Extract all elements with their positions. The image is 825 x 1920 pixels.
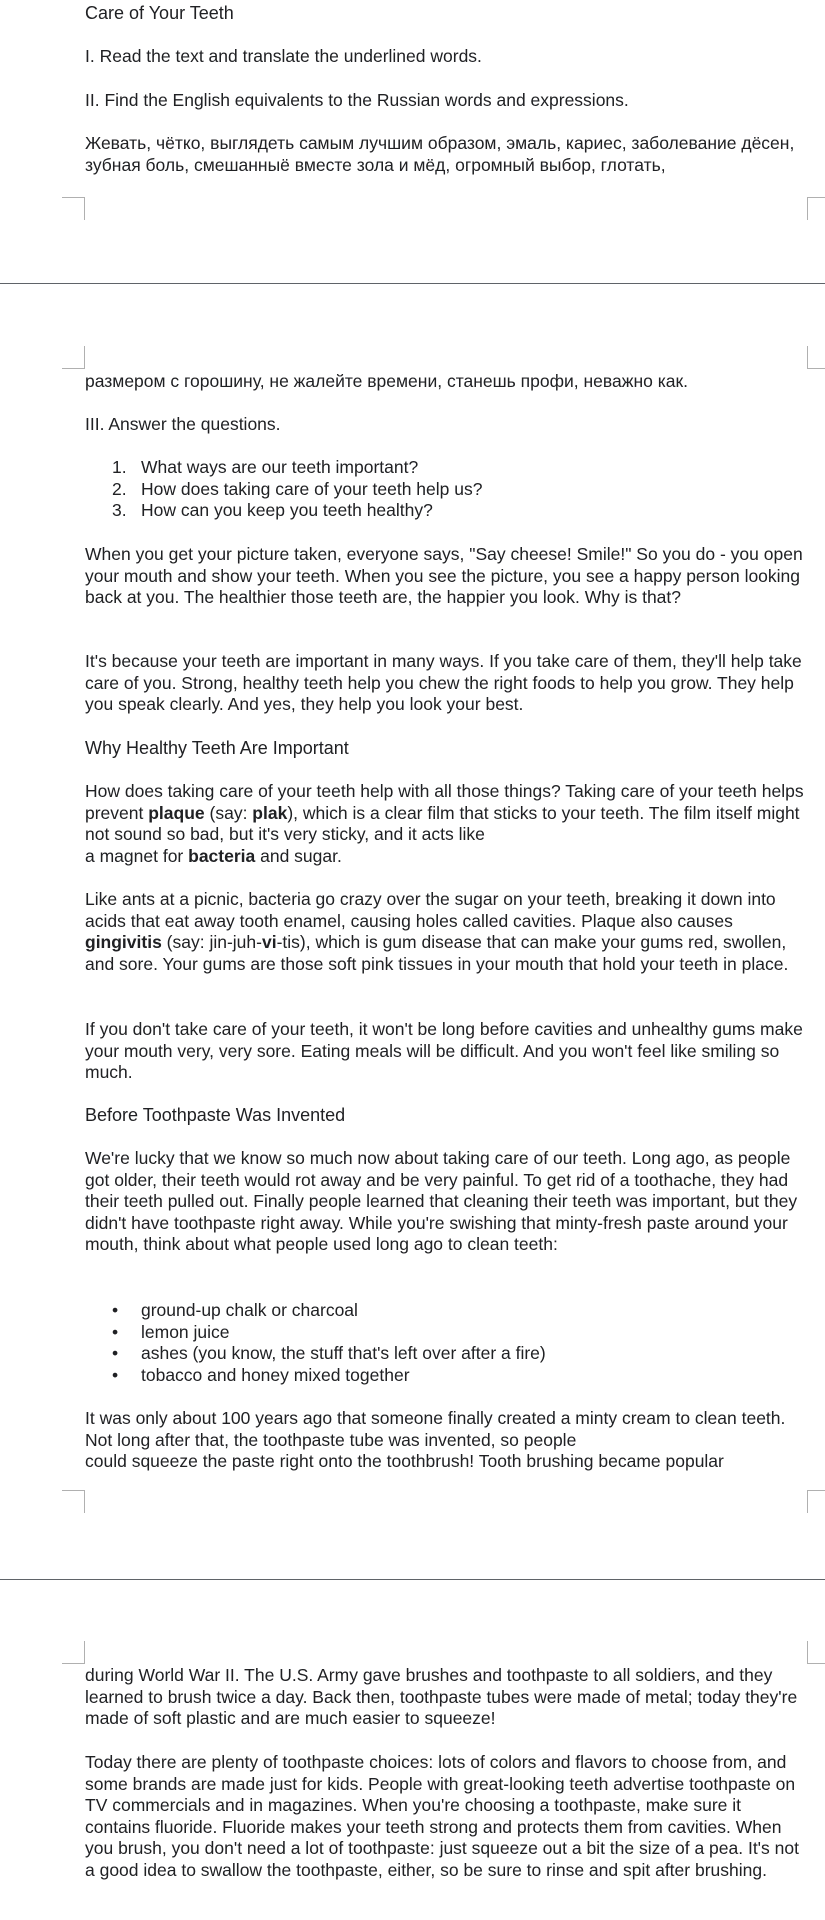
paragraph: Like ants at a picnic, bacteria go crazy over the sugar on your teeth, breaking it down into acids that eat away tooth enamel, causing holes called cavities. Plaque also causes gingivitis (say: jin-juh-vi-tis), which is gum disease that can make your gums red, swollen, and sore. Your gums are those soft pink tissues in your mouth that hold your teeth in place.	[85, 889, 789, 974]
pronunciation-stress: vi	[261, 932, 277, 952]
page-break	[0, 283, 825, 284]
term-plaque: plaque	[148, 802, 205, 823]
paragraph: It's because your teeth are important in many ways. If you take care of them, they'll help take care of you. Strong, healthy teeth help you chew the right foods to help you grow. They help you speak clearly. And yes, they help you look your best.	[85, 651, 802, 714]
list-item	[85, 500, 805, 522]
task-two: II. Find the English equivalents to the Russian words and expressions.	[85, 90, 629, 110]
question-text: How can you keep you teeth healthy?	[141, 500, 433, 520]
list-item: • lemon juice	[112, 1321, 230, 1342]
list-number: 1.	[112, 457, 127, 477]
list-item: • ground-up chalk or charcoal	[112, 1300, 358, 1320]
document-title: Care of Your Teeth	[85, 3, 234, 23]
list-item	[85, 457, 805, 479]
paragraph: during World War II. The U.S. Army gave brushes and toothpaste to all soldiers, and they learned to brush twice a day. Back then, toothpaste tubes were made of metal; today they're made of soft plastic and are much easier to squeeze!	[85, 1665, 798, 1728]
bullet-icon: •	[112, 1364, 119, 1385]
bullet-icon: •	[112, 1321, 119, 1342]
margin-corner-marker	[807, 197, 825, 220]
paragraph: When you get your picture taken, everyone says, "Say cheese! Smile!" So you do - you open your mouth and show your teeth. When you see the picture, you see a happy person looking back at you. The healthier those teeth are, the happier you look. Why is that?	[85, 544, 803, 607]
margin-corner-marker	[62, 1641, 85, 1664]
questions-list	[85, 457, 805, 522]
margin-corner-marker	[62, 197, 85, 220]
paragraph: It was only about 100 years ago that someone finally created a minty cream to clean teeth. Not long after that, the toothpaste tube was invented, so people could squeeze the paste right onto the toothbrush! Tooth brushing became popular	[85, 1408, 786, 1471]
question-text: How does taking care of your teeth help us?	[141, 478, 483, 499]
list-number: 2.	[112, 478, 127, 499]
list-number: 3.	[112, 500, 127, 520]
bullet-list	[85, 1300, 805, 1386]
section-heading: Why Healthy Teeth Are Important	[85, 738, 349, 758]
russian-words-part-two: размером с горошину, не жалейте времени, станешь профи, неважно как.	[85, 371, 688, 391]
paragraph: How does taking care of your teeth help with all those things? Taking care of your teeth helps prevent plaque (say: plak), which is a clear film that sticks to your teeth. The film itself might not sound so bad, but it's very sticky, and it acts like a magnet for bacteria and sugar.	[85, 781, 804, 866]
term-bacteria: bacteria	[188, 845, 256, 866]
term-gingivitis: gingivitis	[85, 932, 162, 952]
list-item	[85, 479, 805, 501]
margin-corner-marker	[807, 1490, 825, 1513]
section-heading: Before Toothpaste Was Invented	[85, 1105, 346, 1125]
list-item: • tobacco and honey mixed together	[112, 1364, 410, 1385]
bullet-icon: •	[112, 1343, 119, 1363]
bullet-icon: •	[112, 1300, 119, 1320]
list-item: • ashes (you know, the stuff that's left over after a fire)	[112, 1343, 546, 1363]
margin-corner-marker	[807, 346, 825, 369]
paragraph: If you don't take care of your teeth, it won't be long before cavities and unhealthy gums make your mouth very, very sore. Eating meals will be difficult. And you won't feel like smiling so much.	[85, 1019, 803, 1082]
russian-words-part-one: Жевать, чётко, выглядеть самым лучшим образом, эмаль, кариес, заболевание дёсен, зубная боль, смешанныё вместе зола и мёд, огромный выбор, глотать,	[85, 133, 795, 175]
pronunciation: plak	[252, 802, 288, 823]
question-text: What ways are our teeth important?	[141, 457, 419, 477]
task-one: I. Read the text and translate the underlined words.	[85, 46, 482, 66]
task-three: III. Answer the questions.	[85, 414, 281, 434]
paragraph: We're lucky that we know so much now about taking care of our teeth. Long ago, as people got older, their teeth would rot away and be very painful. To get rid of a toothache, they had their teeth pulled out. Finally people learned that cleaning their teeth was important, but they didn't have toothpaste right away. While you're swishing that minty-fresh paste around your mouth, think about what people used long ago to clean teeth:	[85, 1148, 798, 1254]
margin-corner-marker	[62, 346, 85, 369]
margin-corner-marker	[62, 1490, 85, 1513]
page-break	[0, 1579, 825, 1580]
paragraph: Today there are plenty of toothpaste choices: lots of colors and flavors to choose from, and some brands are made just for kids. People with great-looking teeth advertise toothpaste on TV commercials and in magazines. When you're choosing a toothpaste, make sure it contains fluoride. Fluoride makes your teeth strong and protects them from cavities. When you brush, you don't need a lot of toothpaste: just squeeze out a bit the size of a pea. It's not a good idea to swallow the toothpaste, either, so be sure to rinse and spit after brushing.	[85, 1752, 799, 1880]
margin-corner-marker	[807, 1641, 825, 1664]
